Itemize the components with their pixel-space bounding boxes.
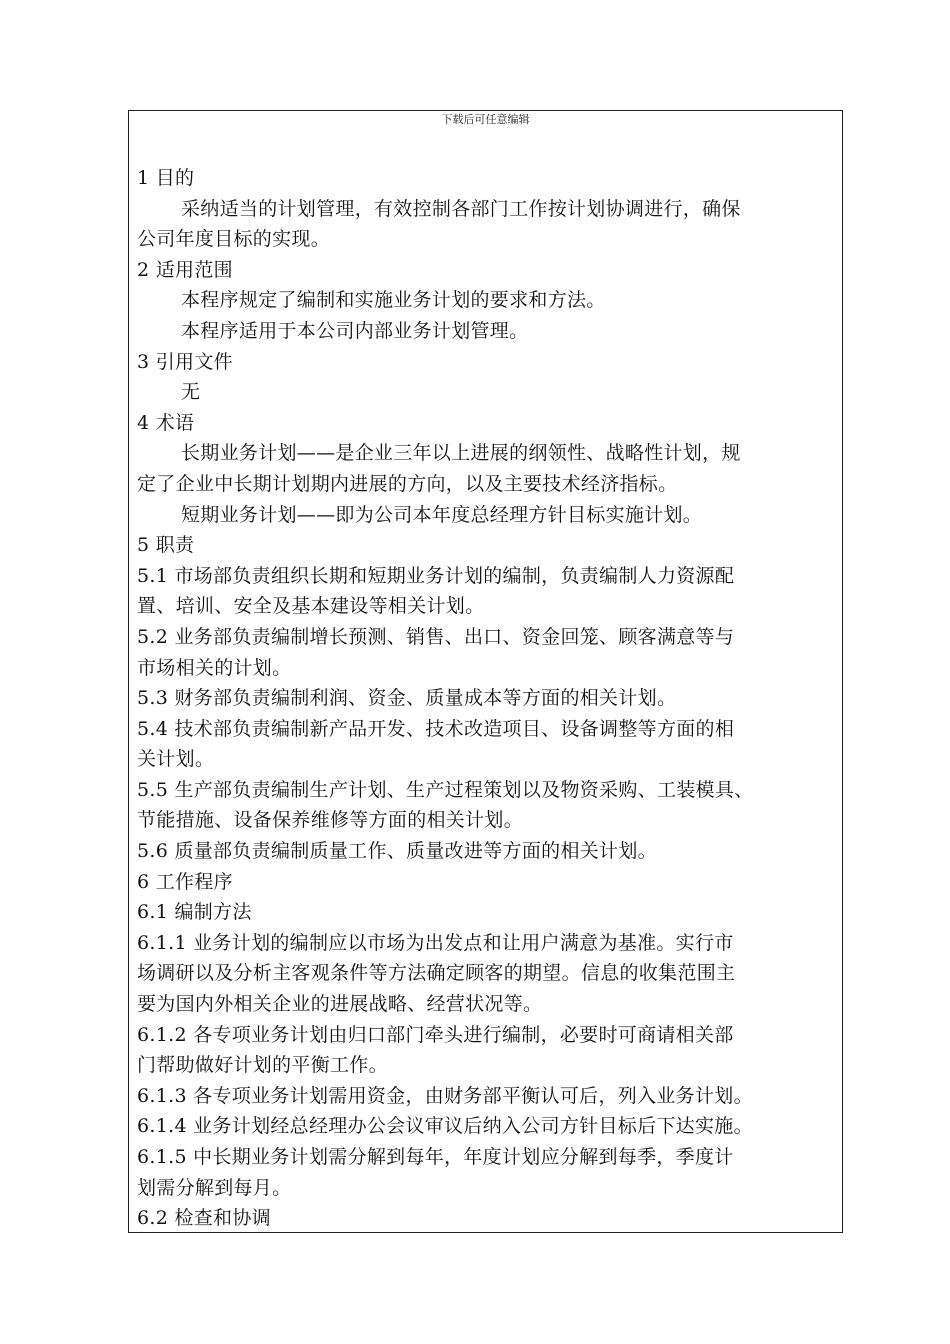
text-line: 市场相关的计划。: [137, 656, 292, 679]
document-frame: [128, 110, 843, 1233]
text-line: 6.1 编制方法: [137, 901, 252, 924]
text-line: 6.1.5 中长期业务计划需分解到每年，年度计划应分解到每季，季度计: [137, 1146, 734, 1168]
text-line: 5.2 业务部负责编制增长预测、销售、出口、资金回笼、顾客满意等与: [137, 625, 735, 648]
text-line: 划需分解到每月。: [137, 1176, 292, 1199]
text-line: 6 工作程序: [137, 870, 233, 893]
text-line: 无: [181, 381, 201, 404]
text-line: 5.5 生产部负责编制生产计划、生产过程策划以及物资采购、工装模具、: [137, 778, 754, 801]
text-line: 1 目的: [137, 167, 195, 189]
text-line: 公司年度目标的实现。: [137, 228, 331, 251]
text-line: 门帮助做好计划的平衡工作。: [137, 1054, 388, 1077]
text-line: 置、培训、安全及基本建设等相关计划。: [137, 595, 485, 618]
text-line: 长期业务计划——是企业三年以上进展的纲领性、战略性计划，规: [181, 442, 741, 465]
text-line: 场调研以及分析主客观条件等方法确定顾客的期望。信息的收集范围主: [137, 962, 736, 985]
text-line: 4 术语: [137, 411, 195, 434]
text-line: 短期业务计划——即为公司本年度总经理方针目标实施计划。: [181, 503, 703, 526]
text-line: 6.1.3 各专项业务计划需用资金，由财务部平衡认可后，列入业务计划。: [137, 1084, 753, 1107]
document-body: [137, 163, 838, 1234]
text-line: 5.1 市场部负责组织长期和短期业务计划的编制，负责编制人力资源配: [137, 564, 735, 587]
text-line: 要为国内外相关企业的进展战略、经营状况等。: [137, 993, 543, 1016]
text-line: 6.2 检查和协调: [137, 1207, 271, 1230]
text-line: 5 职责: [137, 534, 195, 557]
text-line: 5.6 质量部负责编制质量工作、质量改进等方面的相关计划。: [137, 840, 657, 863]
text-line: 6.1.2 各专项业务计划由归口部门牵头进行编制，必要时可商请相关部: [137, 1023, 734, 1046]
text-line: 节能措施、设备保养维修等方面的相关计划。: [137, 809, 524, 832]
text-line: 本程序规定了编制和实施业务计划的要求和方法。: [181, 289, 606, 312]
text-line: 2 适用范围: [137, 258, 233, 281]
text-line: 6.1.4 业务计划经总经理办公会议审议后纳入公司方针目标后下达实施。: [137, 1115, 753, 1138]
text-line: 5.4 技术部负责编制新产品开发、技术改造项目、设备调整等方面的相: [137, 717, 735, 740]
text-line: 5.3 财务部负责编制利润、资金、质量成本等方面的相关计划。: [137, 687, 677, 710]
text-line: 定了企业中长期计划期内进展的方向，以及主要技术经济指标。: [137, 472, 678, 495]
text-line: 6.1.1 业务计划的编制应以市场为出发点和让用户满意为基准。实行市: [137, 931, 734, 954]
text-line: 3 引用文件: [137, 350, 233, 373]
header-note: 下载后可任意编辑: [441, 113, 530, 126]
text-line: 关计划。: [137, 748, 215, 771]
text-line: 本程序适用于本公司内部业务计划管理。: [181, 319, 529, 342]
text-line: 采纳适当的计划管理，有效控制各部门工作按计划协调进行，确保: [181, 197, 741, 220]
